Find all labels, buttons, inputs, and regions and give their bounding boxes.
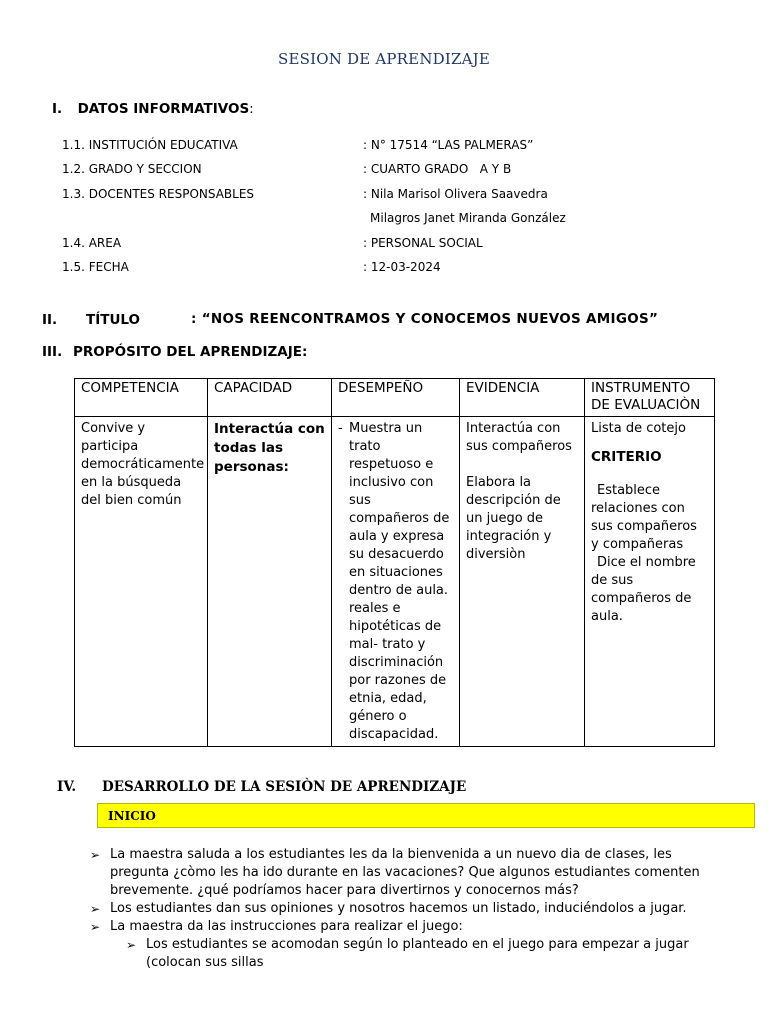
section-4-label: DESARROLLO DE LA SESIÒN DE APRENDIZAJE [102, 779, 467, 795]
capacidad-text: Interactúa con todas las personas: [214, 421, 325, 475]
document-title: SESION DE APRENDIZAJE [277, 50, 491, 68]
info-value-institucion: : N° 17514 “LAS PALMERAS” [363, 138, 534, 152]
purpose-table [74, 378, 715, 747]
inicio-banner [97, 803, 755, 828]
info-key-fecha: 1.5. FECHA [62, 260, 129, 274]
info-key-docentes: 1.3. DOCENTES RESPONSABLES [62, 187, 255, 201]
criterio-1: Establece relaciones con sus compañeros y compañeras [591, 483, 697, 552]
bullet-text-3: La maestra da las instrucciones para realizar el juego: [110, 919, 463, 934]
bullet-text-2: Los estudiantes dan sus opiniones y nosotros hacemos un listado, induciéndolos a jugar. [110, 901, 687, 916]
info-value-fecha: : 12-03-2024 [363, 260, 441, 274]
instrumento-text: Lista de cotejo [591, 421, 686, 436]
header-evidencia: EVIDENCIA [460, 379, 585, 417]
section-3-label: PROPÓSITO DEL APRENDIZAJE: [73, 344, 308, 360]
arrow-bullet-icon: ➢ [90, 920, 101, 934]
header-desempeno: DESEMPEÑO [332, 379, 460, 417]
cell-capacidad [208, 417, 332, 747]
section-2-title-value: : “NOS REENCONTRAMOS Y CONOCEMOS NUEVOS AMIGOS” [191, 311, 659, 327]
list-item [90, 918, 720, 936]
inicio-label: INICIO [108, 809, 156, 823]
cell-competencia [75, 417, 208, 747]
section-4-number: IV. [57, 779, 77, 795]
list-item [90, 846, 720, 900]
list-item [90, 900, 720, 918]
cell-desempeno [332, 417, 460, 747]
sub-bullet-text-1: Los estudiantes se acomodan según lo planteado en el juego para empezar a jugar (colocan sus sillas [146, 937, 689, 970]
desempeno-item [338, 420, 453, 744]
desempeno-dash: - [338, 421, 343, 436]
section-3-number: III. [42, 344, 63, 360]
header-capacidad: CAPACIDAD [208, 379, 332, 417]
section-1-number: I. [52, 101, 63, 117]
inicio-bullet-list [90, 846, 720, 972]
cell-evidencia [460, 417, 585, 747]
bullet-text-1: La maestra saluda a los estudiantes les da la bienvenida a un nuevo dia de clases, les pregunta ¿còmo les ha ido durante en las vacaciones? Que algunos estudiantes comenten brevemente. ¿qué podríamos hacer para divertirnos y conocernos más? [110, 847, 700, 898]
table-header-row [75, 379, 715, 417]
header-instrumento: INSTRUMENTO DE EVALUACIÒN [585, 379, 715, 417]
arrow-bullet-icon: ➢ [126, 938, 137, 952]
info-key-grado: 1.2. GRADO Y SECCION [62, 162, 202, 176]
info-value-docentes: : Nila Marisol Olivera Saavedra [363, 187, 548, 201]
arrow-bullet-icon: ➢ [90, 902, 101, 916]
desempeno-text: Muestra un trato respetuoso e inclusivo con sus compañeros de aula y expresa su desacuerdo en situaciones dentro de aula. reales e hipotéticas de mal- trato y discriminación por razones de etnia, edad, género o discapacidad. [349, 421, 450, 742]
header-competencia: COMPETENCIA [75, 379, 208, 417]
cell-instrumento [585, 417, 715, 747]
section-2-number: II. [42, 312, 58, 328]
table-row [75, 417, 715, 747]
info-key-area: 1.4. AREA [62, 236, 122, 250]
info-value-area: : PERSONAL SOCIAL [363, 236, 483, 250]
evidencia-2: Elabora la descripción de un juego de integración y diversiòn [466, 475, 561, 562]
info-value-docente-2: Milagros Janet Miranda González [370, 211, 566, 225]
criterio-label: CRITERIO [591, 449, 662, 465]
list-item [90, 936, 720, 972]
section-1-label: DATOS INFORMATIVOS [77, 101, 250, 117]
section-1-heading [52, 101, 254, 117]
section-2-label: TÍTULO [86, 312, 140, 328]
competencia-text: Convive y participa democráticamente en la búsqueda del bien común [81, 421, 205, 508]
arrow-bullet-icon: ➢ [90, 848, 101, 862]
evidencia-1: Interactúa con sus compañeros [466, 421, 572, 454]
info-value-grado: : CUARTO GRADO A Y B [363, 162, 512, 176]
info-key-institucion: 1.1. INSTITUCIÓN EDUCATIVA [62, 138, 238, 152]
section-1-colon: : [249, 101, 254, 117]
criterio-2: Dice el nombre de sus compañeros de aula. [591, 555, 696, 624]
